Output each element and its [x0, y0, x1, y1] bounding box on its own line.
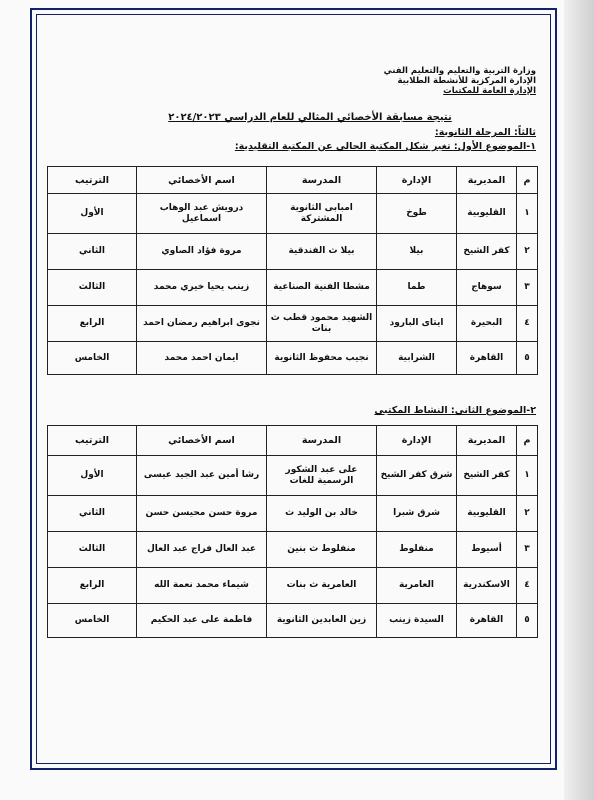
topic2-table — [47, 425, 538, 638]
table-row — [48, 270, 538, 306]
rank-number-cell: ١ — [517, 194, 538, 234]
school-cell: نجيب محفوظ الثانوية — [267, 342, 377, 375]
column-header: اسم الأخصائي — [137, 426, 267, 456]
administration-cell: ايتاى البارود — [377, 306, 457, 342]
rank-number-cell: ٥ — [517, 604, 538, 638]
column-header: الترتيب — [48, 426, 137, 456]
specialist-name-cell: نجوى ابراهيم رمضان احمد — [137, 306, 267, 342]
rank-number-cell: ٣ — [517, 532, 538, 568]
table-row — [48, 604, 538, 638]
table-header-row — [48, 167, 538, 194]
school-cell: زين العابدين الثانوية — [267, 604, 377, 638]
directorate-cell: أسيوط — [457, 532, 517, 568]
school-cell: خالد بن الوليد ث — [267, 496, 377, 532]
specialist-name-cell: مروة حسن محيسن حسن — [137, 496, 267, 532]
table-row — [48, 456, 538, 496]
directorate-cell: الاسكندرية — [457, 568, 517, 604]
table-header-row — [48, 426, 538, 456]
table-row — [48, 342, 538, 375]
administration-cell: شرق كفر الشيخ — [377, 456, 457, 496]
ranking-cell: الأول — [48, 456, 137, 496]
specialist-name-cell: شيماء محمد نعمة الله — [137, 568, 267, 604]
rank-number-cell: ٣ — [517, 270, 538, 306]
specialist-name-cell: ايمان احمد محمد — [137, 342, 267, 375]
section-heading: ثالثاً: المرحلة الثانوية: — [434, 127, 536, 138]
ranking-cell: الخامس — [48, 342, 137, 375]
rank-number-cell: ٢ — [517, 234, 538, 270]
specialist-name-cell: زينب يحيا خيري محمد — [137, 270, 267, 306]
table-row — [48, 306, 538, 342]
letterhead-line-libraries-admin: الإدارة العامة للمكتبات — [443, 86, 536, 96]
specialist-name-cell: درويش عبد الوهاب اسماعيل — [137, 194, 267, 234]
administration-cell: شرق شبرا — [377, 496, 457, 532]
column-header: اسم الأخصائي — [137, 167, 267, 194]
school-cell: منفلوط ث بنين — [267, 532, 377, 568]
column-header: الإدارة — [377, 167, 457, 194]
school-cell: الشهيد محمود قطب ث بنات — [267, 306, 377, 342]
school-cell: امبابى الثانوية المشتركة — [267, 194, 377, 234]
ranking-cell: الأول — [48, 194, 137, 234]
rank-number-cell: ٤ — [517, 306, 538, 342]
directorate-cell: البحيرة — [457, 306, 517, 342]
specialist-name-cell: فاطمة على عبد الحكيم — [137, 604, 267, 638]
ranking-cell: الخامس — [48, 604, 137, 638]
letterhead — [384, 66, 536, 96]
column-header: المدرسة — [267, 426, 377, 456]
column-header: الترتيب — [48, 167, 137, 194]
rank-number-cell: ٥ — [517, 342, 538, 375]
directorate-cell: كفر الشيخ — [457, 234, 517, 270]
letterhead-line-central-admin: الإدارة المركزية للأنشطة الطلابية — [397, 76, 536, 86]
ranking-cell: الرابع — [48, 568, 137, 604]
school-cell: مشطا الفنية الصناعية — [267, 270, 377, 306]
table-row — [48, 496, 538, 532]
specialist-name-cell: رشا أمين عبد الجيد عيسى — [137, 456, 267, 496]
school-cell: العامرية ث بنات — [267, 568, 377, 604]
administration-cell: بيلا — [377, 234, 457, 270]
ranking-cell: الثالث — [48, 270, 137, 306]
letterhead-line-ministry: وزارة التربية والتعليم والتعليم الفني — [383, 66, 536, 76]
column-header: المديرية — [457, 426, 517, 456]
directorate-cell: القليوبية — [457, 496, 517, 532]
school-cell: بيلا ث الفندقية — [267, 234, 377, 270]
administration-cell: السيدة زينب — [377, 604, 457, 638]
school-cell: على عبد الشكور الرسمية للغات — [267, 456, 377, 496]
specialist-name-cell: مروة فؤاد الصاوي — [137, 234, 267, 270]
document-title: نتيجة مسابقة الأخصائي المثالي للعام الدراسي ٢٠٢٤/٢٠٢٣ — [168, 112, 452, 123]
page-edge-shadow — [564, 0, 594, 800]
topic1-heading: ١-الموضوع الأول: تغير شكل المكتبة الحالي عن المكتبة التقليدية: — [234, 141, 536, 152]
column-header: الإدارة — [377, 426, 457, 456]
administration-cell: العامرية — [377, 568, 457, 604]
ranking-cell: الثالث — [48, 532, 137, 568]
topic2-heading: ٢-الموضوع الثاني: النشاط المكتبي — [374, 405, 536, 416]
directorate-cell: القاهرة — [457, 604, 517, 638]
rank-number-cell: ١ — [517, 456, 538, 496]
ranking-cell: الثاني — [48, 496, 137, 532]
topic1-table — [47, 166, 538, 375]
ranking-cell: الثاني — [48, 234, 137, 270]
directorate-cell: القاهرة — [457, 342, 517, 375]
column-header: م — [517, 426, 538, 456]
column-header: المدرسة — [267, 167, 377, 194]
rank-number-cell: ٤ — [517, 568, 538, 604]
directorate-cell: سوهاج — [457, 270, 517, 306]
administration-cell: طما — [377, 270, 457, 306]
administration-cell: منفلوط — [377, 532, 457, 568]
table-row — [48, 234, 538, 270]
rank-number-cell: ٢ — [517, 496, 538, 532]
administration-cell: طوخ — [377, 194, 457, 234]
table-row — [48, 568, 538, 604]
column-header: المديرية — [457, 167, 517, 194]
directorate-cell: القليوبية — [457, 194, 517, 234]
column-header: م — [517, 167, 538, 194]
administration-cell: الشرابية — [377, 342, 457, 375]
table-row — [48, 532, 538, 568]
table-row — [48, 194, 538, 234]
ranking-cell: الرابع — [48, 306, 137, 342]
directorate-cell: كفر الشيخ — [457, 456, 517, 496]
specialist-name-cell: عبد العال فراج عبد العال — [137, 532, 267, 568]
